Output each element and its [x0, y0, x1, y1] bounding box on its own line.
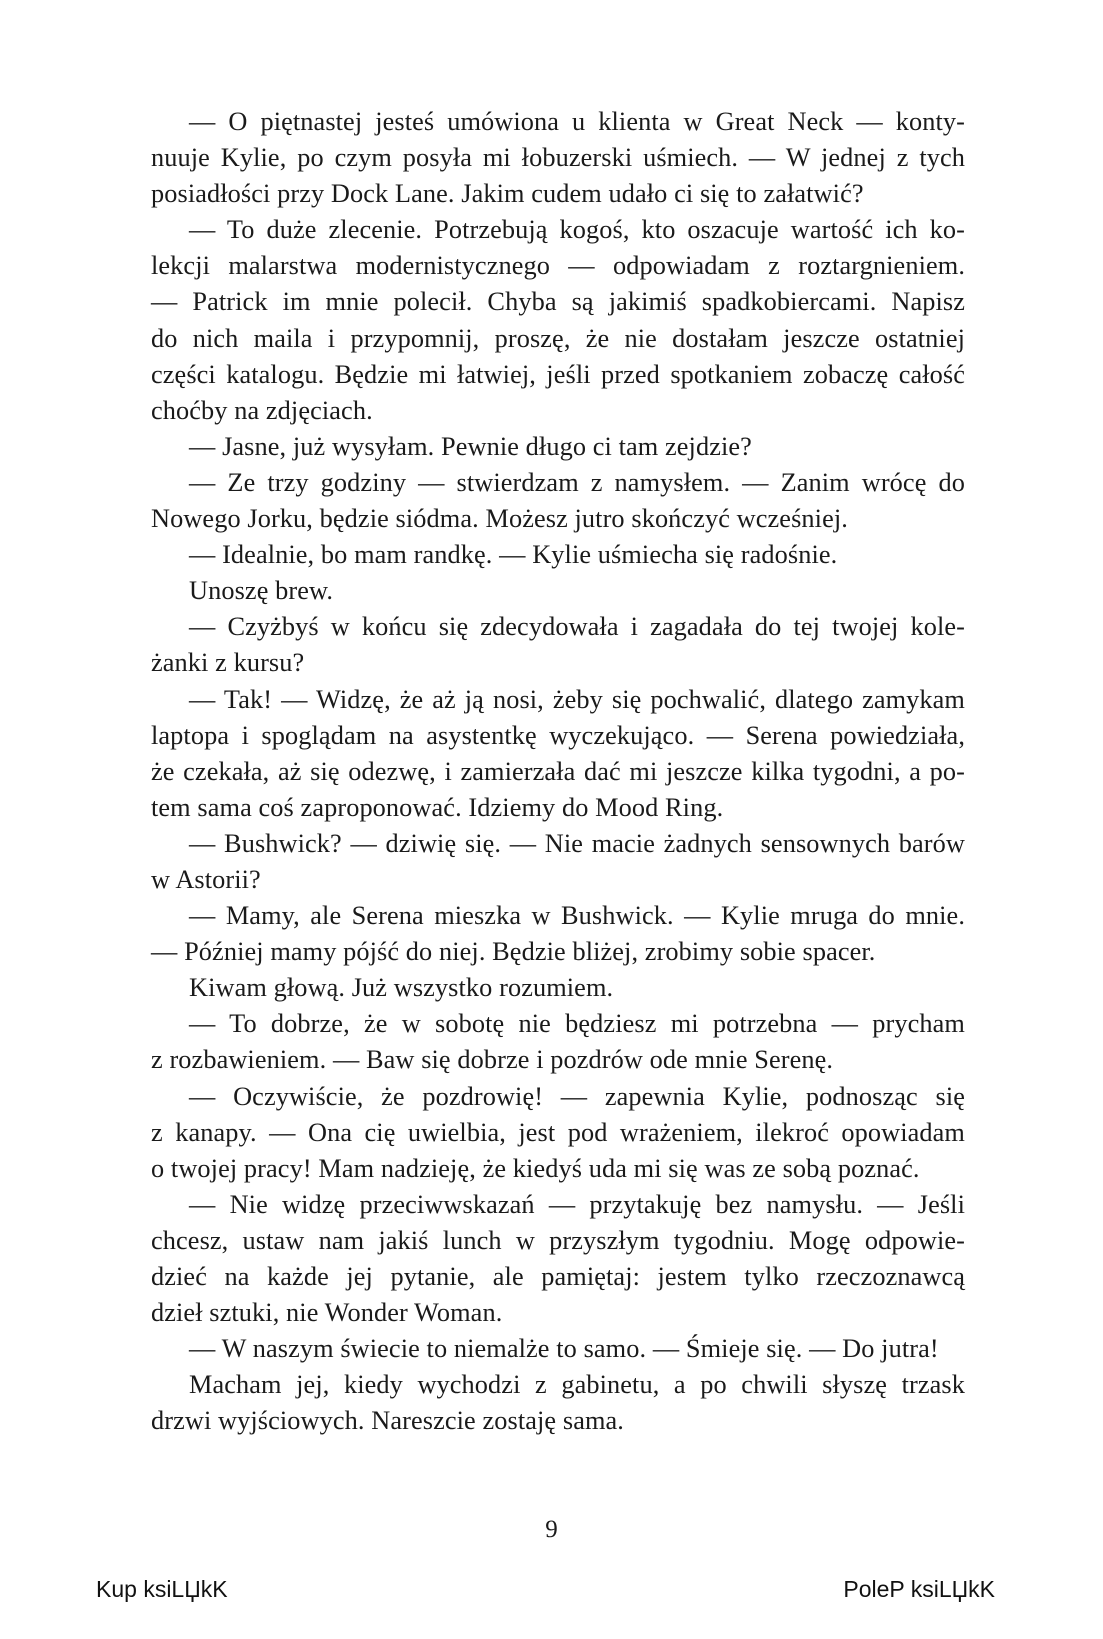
text-line: — Ze trzy godziny — stwierdzam z namysłem. — Zanim wrócę do — [189, 467, 965, 497]
text-line: że czekała, aż się odezwę, i zamierzała dać mi jeszcze kilka tygodni, a po- — [151, 756, 965, 786]
text-line: z rozbawieniem. — Baw się dobrze i pozdrów ode mnie Serenę. — [151, 1045, 834, 1075]
text-line: dzieć na każde jej pytanie, ale pamiętaj: jestem tylko rzeczoznawcą — [151, 1262, 965, 1291]
page-body-text — [151, 104, 965, 1439]
text-line: chcesz, ustaw nam jakiś lunch w przyszłym tygodniu. Mogę odpowie- — [151, 1225, 965, 1255]
text-line: — Jasne, już wysyłam. Pewnie długo ci tam zejdzie? — [189, 431, 752, 461]
text-line: Macham jej, kiedy wychodzi z gabinetu, a po chwili słyszę trzask — [189, 1370, 965, 1400]
text-line: — Idealnie, bo mam randkę. — Kylie uśmiecha się radośnie. — [189, 540, 838, 570]
text-line: nuuje Kylie, po czym posyła mi łobuzerski uśmiech. — W jednej z tych — [151, 143, 965, 173]
text-line: — Patrick im mnie polecił. Chyba są jakimiś spadkobiercami. Napisz — [151, 287, 965, 317]
text-line: — Tak! — Widzę, że aż ją nosi, żeby się pochwalić, dlatego zamykam — [189, 684, 965, 714]
text-line: — Bushwick? — dziwię się. — Nie macie żadnych sensownych barów — [189, 828, 965, 858]
text-line: dzieł sztuki, nie Wonder Woman. — [151, 1298, 503, 1328]
text-line: — Czyżbyś w końcu się zdecydowała i zagadała do tej twojej kole- — [189, 612, 965, 642]
text-line: żanki z kursu? — [151, 648, 305, 678]
text-line: o twojej pracy! Mam nadzieję, że kiedyś uda mi się was ze sobą poznać. — [151, 1153, 920, 1183]
text-line: — W naszym świecie to niemalże to samo. — Śmieje się. — Do jutra! — [189, 1334, 939, 1364]
text-line: — Nie widzę przeciwwskazań — przytakuję bez namysłu. — Jeśli — [189, 1189, 965, 1219]
text-line: posiadłości przy Dock Lane. Jakim cudem udało ci się to załatwić? — [151, 179, 864, 209]
text-line: Nowego Jorku, będzie siódma. Możesz jutro skończyć wcześniej. — [151, 504, 848, 534]
footer-buy-book-link[interactable]: Kup ksiLЏkK — [96, 1576, 228, 1602]
text-line: — O piętnastej jesteś umówiona u klienta w Great Neck — konty- — [189, 107, 965, 136]
text-line: — To duże zlecenie. Potrzebują kogoś, kto oszacuje wartość ich ko- — [189, 215, 965, 245]
text-line: choćby na zdjęciach. — [151, 395, 373, 425]
text-line: — Mamy, ale Serena mieszka w Bushwick. — Kylie mruga do mnie. — [189, 901, 965, 931]
text-line: lekcji malarstwa modernistycznego — odpowiadam z roztargnieniem. — [151, 251, 965, 281]
text-line: w Astorii? — [151, 864, 261, 894]
footer-recommend-book-link[interactable]: PoleP ksiLЏkK — [843, 1576, 995, 1602]
text-line: do nich maila i przypomnij, proszę, że nie dostałam jeszcze ostatniej — [151, 323, 965, 353]
text-line: Unoszę brew. — [189, 576, 334, 606]
text-line: — Później mamy pójść do niej. Będzie bliżej, zrobimy sobie spacer. — [151, 937, 876, 967]
text-line: drzwi wyjściowych. Nareszcie zostaję sama. — [151, 1406, 624, 1436]
text-line: Kiwam głową. Już wszystko rozumiem. — [189, 973, 614, 1003]
text-line: z kanapy. — Ona cię uwielbia, jest pod wrażeniem, ilekroć opowiadam — [151, 1117, 965, 1147]
page-number: 9 — [545, 1516, 558, 1543]
text-line: — Oczywiście, że pozdrowię! — zapewnia Kylie, podnosząc się — [189, 1081, 965, 1111]
text-line: części katalogu. Będzie mi łatwiej, jeśli przed spotkaniem zobaczę całość — [151, 359, 965, 389]
text-line: — To dobrze, że w sobotę nie będziesz mi potrzebna — prycham — [189, 1009, 965, 1039]
text-line: laptopa i spoglądam na asystentkę wyczekująco. — Serena powiedziała, — [151, 720, 965, 750]
text-line: tem sama coś zaproponować. Idziemy do Mood Ring. — [151, 792, 724, 822]
